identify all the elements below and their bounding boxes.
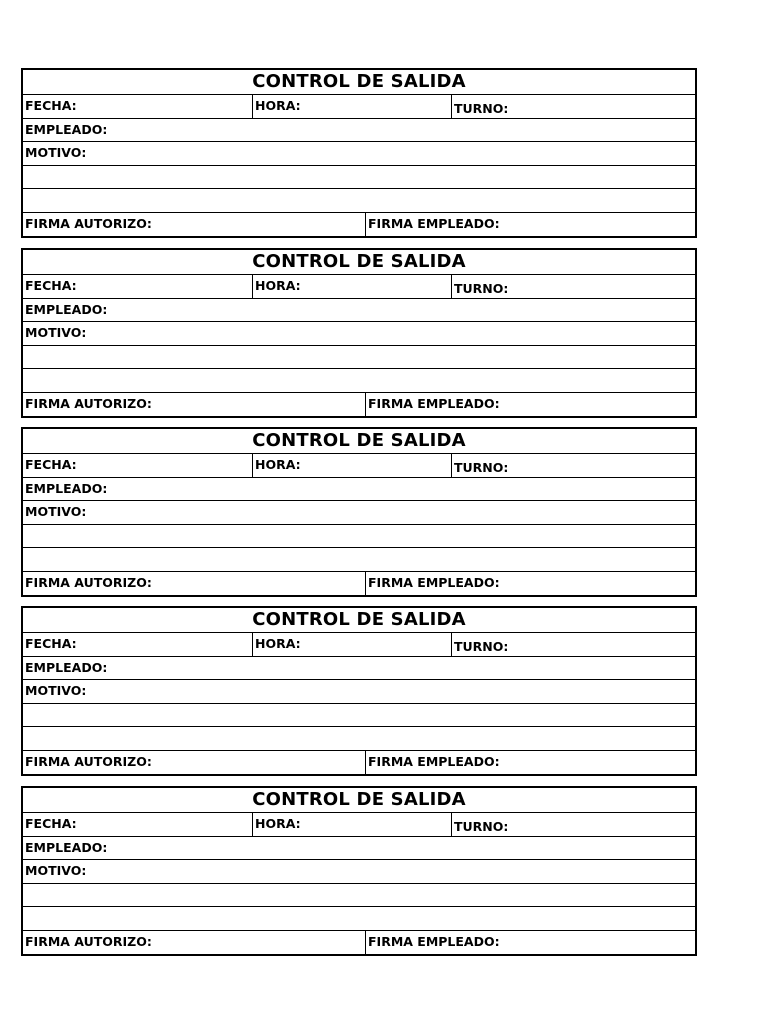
- signatures-row: [23, 212, 695, 236]
- firma-empleado-label: FIRMA EMPLEADO:: [368, 395, 500, 411]
- form-title-row: [23, 608, 695, 632]
- empleado-label: EMPLEADO:: [25, 480, 108, 496]
- motivo-blank-line[interactable]: [23, 703, 695, 727]
- turno-label: TURNO:: [454, 281, 509, 296]
- empleado-label: EMPLEADO:: [25, 659, 108, 675]
- firma-empleado-field[interactable]: [365, 393, 695, 416]
- form-title: CONTROL DE SALIDA: [252, 789, 466, 810]
- firma-empleado-field[interactable]: [365, 213, 695, 236]
- signatures-row: [23, 392, 695, 416]
- empleado-label: EMPLEADO:: [25, 121, 108, 137]
- date-time-shift-row: [23, 632, 695, 656]
- motivo-blank-line[interactable]: [23, 524, 695, 548]
- firma-empleado-field[interactable]: [365, 751, 695, 774]
- hora-label: HORA:: [255, 98, 301, 113]
- firma-autorizo-label: FIRMA AUTORIZO:: [25, 753, 152, 769]
- form-title: CONTROL DE SALIDA: [252, 251, 466, 272]
- firma-empleado-label: FIRMA EMPLEADO:: [368, 215, 500, 231]
- motivo-blank-line[interactable]: [23, 345, 695, 369]
- turno-label: TURNO:: [454, 101, 509, 116]
- form-title-row: [23, 788, 695, 812]
- fecha-label: FECHA:: [25, 98, 77, 113]
- firma-autorizo-label: FIRMA AUTORIZO:: [25, 395, 152, 411]
- exit-control-form: [21, 248, 697, 418]
- hora-field[interactable]: [252, 95, 451, 118]
- firma-empleado-label: FIRMA EMPLEADO:: [368, 753, 500, 769]
- hora-label: HORA:: [255, 457, 301, 472]
- firma-autorizo-field[interactable]: [23, 213, 365, 236]
- motivo-blank-line[interactable]: [23, 726, 695, 750]
- hora-field[interactable]: [252, 813, 451, 836]
- fecha-field[interactable]: [23, 454, 252, 477]
- firma-autorizo-field[interactable]: [23, 572, 365, 595]
- form-title-row: [23, 70, 695, 94]
- firma-empleado-field[interactable]: [365, 931, 695, 954]
- motivo-label: MOTIVO:: [25, 325, 87, 341]
- turno-field[interactable]: [451, 813, 695, 836]
- fecha-label: FECHA:: [25, 278, 77, 293]
- exit-control-form: [21, 606, 697, 776]
- date-time-shift-row: [23, 453, 695, 477]
- date-time-shift-row: [23, 812, 695, 836]
- motivo-blank-line[interactable]: [23, 188, 695, 212]
- signatures-row: [23, 750, 695, 774]
- hora-field[interactable]: [252, 633, 451, 656]
- motivo-row[interactable]: [23, 141, 695, 165]
- turno-label: TURNO:: [454, 460, 509, 475]
- exit-control-form: [21, 68, 697, 238]
- firma-autorizo-field[interactable]: [23, 393, 365, 416]
- motivo-blank-line[interactable]: [23, 547, 695, 571]
- empleado-row[interactable]: [23, 298, 695, 322]
- motivo-blank-line[interactable]: [23, 368, 695, 392]
- empleado-row[interactable]: [23, 656, 695, 680]
- form-title-row: [23, 250, 695, 274]
- motivo-row[interactable]: [23, 679, 695, 703]
- firma-autorizo-field[interactable]: [23, 931, 365, 954]
- form-title: CONTROL DE SALIDA: [252, 609, 466, 630]
- fecha-field[interactable]: [23, 633, 252, 656]
- date-time-shift-row: [23, 274, 695, 298]
- motivo-blank-line[interactable]: [23, 165, 695, 189]
- firma-autorizo-field[interactable]: [23, 751, 365, 774]
- hora-label: HORA:: [255, 278, 301, 293]
- fecha-field[interactable]: [23, 95, 252, 118]
- motivo-label: MOTIVO:: [25, 145, 87, 161]
- empleado-row[interactable]: [23, 477, 695, 501]
- turno-field[interactable]: [451, 454, 695, 477]
- motivo-label: MOTIVO:: [25, 863, 87, 879]
- form-title: CONTROL DE SALIDA: [252, 71, 466, 92]
- empleado-label: EMPLEADO:: [25, 301, 108, 317]
- hora-field[interactable]: [252, 454, 451, 477]
- motivo-label: MOTIVO:: [25, 504, 87, 520]
- empleado-row[interactable]: [23, 836, 695, 860]
- firma-autorizo-label: FIRMA AUTORIZO:: [25, 574, 152, 590]
- motivo-row[interactable]: [23, 859, 695, 883]
- empleado-row[interactable]: [23, 118, 695, 142]
- firma-empleado-field[interactable]: [365, 572, 695, 595]
- turno-label: TURNO:: [454, 639, 509, 654]
- firma-autorizo-label: FIRMA AUTORIZO:: [25, 933, 152, 949]
- turno-field[interactable]: [451, 95, 695, 118]
- fecha-field[interactable]: [23, 275, 252, 298]
- firma-autorizo-label: FIRMA AUTORIZO:: [25, 215, 152, 231]
- motivo-row[interactable]: [23, 321, 695, 345]
- hora-label: HORA:: [255, 636, 301, 651]
- form-title-row: [23, 429, 695, 453]
- motivo-row[interactable]: [23, 500, 695, 524]
- turno-field[interactable]: [451, 275, 695, 298]
- hora-label: HORA:: [255, 816, 301, 831]
- turno-field[interactable]: [451, 633, 695, 656]
- form-title: CONTROL DE SALIDA: [252, 430, 466, 451]
- motivo-blank-line[interactable]: [23, 883, 695, 907]
- fecha-label: FECHA:: [25, 816, 77, 831]
- fecha-field[interactable]: [23, 813, 252, 836]
- motivo-blank-line[interactable]: [23, 906, 695, 930]
- exit-control-form: [21, 786, 697, 956]
- hora-field[interactable]: [252, 275, 451, 298]
- exit-control-form: [21, 427, 697, 597]
- firma-empleado-label: FIRMA EMPLEADO:: [368, 574, 500, 590]
- firma-empleado-label: FIRMA EMPLEADO:: [368, 933, 500, 949]
- motivo-label: MOTIVO:: [25, 683, 87, 699]
- signatures-row: [23, 930, 695, 954]
- date-time-shift-row: [23, 94, 695, 118]
- turno-label: TURNO:: [454, 819, 509, 834]
- empleado-label: EMPLEADO:: [25, 839, 108, 855]
- fecha-label: FECHA:: [25, 636, 77, 651]
- fecha-label: FECHA:: [25, 457, 77, 472]
- signatures-row: [23, 571, 695, 595]
